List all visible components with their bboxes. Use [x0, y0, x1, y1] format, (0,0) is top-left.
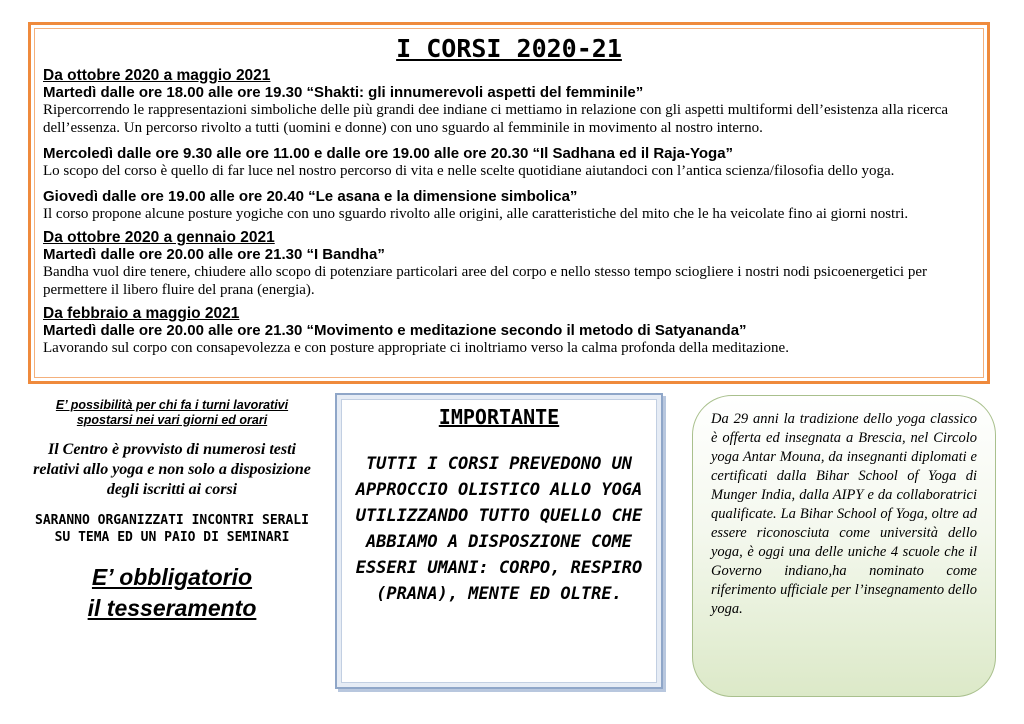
period-heading: Da ottobre 2020 a gennaio 2021: [43, 229, 275, 246]
course-description: Ripercorrendo le rappresentazioni simboliche delle più grandi dee indiane ci mettiamo in relazione con gli aspetti multiformi dell’esistenza alla ricerca dell’essenza. Un percorso rivolto a tutti (uomini e donne) con uno sguardo al femminile in movimento al nostro interno.: [43, 102, 949, 136]
course-heading: Mercoledì dalle ore 9.30 alle ore 11.00 e dalle ore 19.00 alle ore 20.30 “Il Sadhana ed il Raja-Yoga”: [43, 145, 734, 162]
membership-line-1: E’ obbligatorio: [91, 564, 253, 590]
course-description: Lavorando sul corpo con consapevolezza e con posture appropriate ci inoltriamo verso la calma profonda della meditazione.: [43, 340, 789, 356]
about-box: [692, 395, 996, 697]
library-note: Il Centro è provvisto di numerosi testi relativi allo yoga e non solo a disposizione degli iscritti ai corsi: [33, 441, 311, 498]
course-heading: Martedì dalle ore 18.00 alle ore 19.30 “Shakti: gli innumerevoli aspetti del femminile”: [43, 84, 644, 101]
events-note: SARANNO ORGANIZZATI INCONTRI SERALI SU TEMA ED UN PAIO DI SEMINARI: [35, 513, 309, 545]
important-box: [335, 393, 663, 689]
membership-line-2: il tesseramento: [87, 595, 257, 621]
period-heading: Da ottobre 2020 a maggio 2021: [43, 67, 271, 84]
course-description: Bandha vuol dire tenere, chiudere allo scopo di potenziare particolari aree del corpo e nello stesso tempo sciogliere i nostri nodi psicoenergetici per permettere il libero fluire del prana (energia).: [43, 264, 927, 298]
page-title: I CORSI 2020-21: [396, 34, 622, 63]
course-description: Lo scopo del corso è quello di far luce nel nostro percorso di vita e nelle scelte quotidiane aiutandoci con l’antica scienza/filosofia dello yoga.: [43, 163, 895, 179]
course-heading: Giovedì dalle ore 19.00 alle ore 20.40 “Le asana e la dimensione simbolica”: [43, 188, 578, 205]
important-text: TUTTI I CORSI PREVEDONO UN APPROCCIO OLISTICO ALLO YOGA UTILIZZANDO TUTTO QUELLO CHE ABBIAMO A DISPOSZIONE COME ESSERI UMANI: CORPO, RESPIRO (PRANA), MENTE ED OLTRE.: [355, 454, 643, 604]
courses-panel: [28, 22, 990, 384]
shift-note: E’ possibilità per chi fa i turni lavorativi spostarsi nei vari giorni ed orari: [55, 398, 289, 427]
membership-notice: [32, 562, 312, 624]
course-description: Il corso propone alcune posture yogiche con uno sguardo rivolto alle origini, alle caratteristiche del mito che le ha veicolate fino ai giorni nostri.: [43, 206, 909, 222]
course-heading: Martedì dalle ore 20.00 alle ore 21.30 “I Bandha”: [43, 246, 385, 263]
important-title: IMPORTANTE: [438, 405, 560, 429]
period-heading: Da febbraio a maggio 2021: [43, 305, 240, 322]
info-column: [32, 398, 312, 624]
course-heading: Martedì dalle ore 20.00 alle ore 21.30 “Movimento e meditazione secondo il metodo di Satyananda”: [43, 322, 747, 339]
about-text: Da 29 anni la tradizione dello yoga classico è offerta ed insegnata a Brescia, nel Circolo yoga Antar Mouna, da insegnanti diplomati e certificati dalla Bihar School of Yoga di Munger India, dalla AIPY e da collaboratrici qualificate. La Bihar School of Yoga, oltre ad essere riconosciuta come università dello yoga, è oggi una delle uniche 4 scuole che il Governo indiano,ha nominato come riferimento ufficiale per l’insegnamento dello yoga.: [711, 411, 977, 617]
